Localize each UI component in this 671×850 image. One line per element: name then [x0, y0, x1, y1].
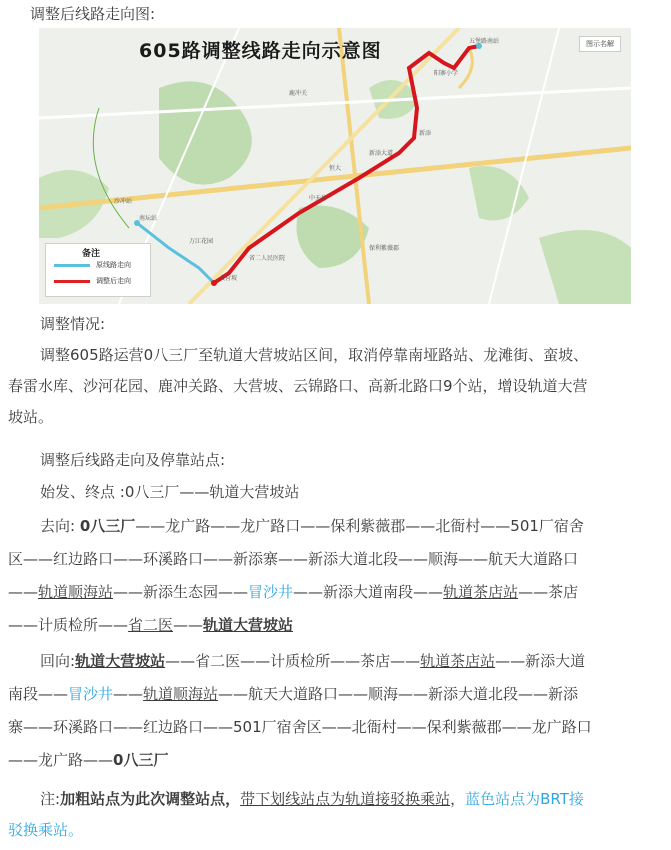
note-line-2: 驳换乘站。 — [8, 821, 84, 839]
adjust-line-2: 春雷水库、沙河花园、鹿冲关路、大营坡、云锦路口、高新北路口9个站，增设轨道大营 — [8, 377, 588, 395]
route-map — [39, 28, 631, 304]
map-label: 鹿冲关 — [289, 90, 308, 97]
map-heading: 调整后线路走向图: — [30, 5, 156, 23]
inbound-line-2 — [8, 680, 671, 708]
note-bold: 加粗站点为此次调整站点， — [60, 790, 241, 808]
outbound-text: —— — [173, 616, 204, 634]
map-label: 新添 — [419, 130, 432, 137]
outbound-text: ——茶店 — [518, 583, 579, 601]
outbound-line-2: 区——红边路口——环溪路口——新添寨——新添大道北段——顺海——航天大道路口 — [8, 550, 579, 568]
note-underline: 带下划线站点为轨道接驳换乘站 — [240, 790, 451, 808]
legend-swatch-adjusted — [54, 280, 90, 283]
note-blue: 蓝色站点为BRT接 — [465, 790, 584, 808]
map-label: 万江花园 — [189, 238, 214, 245]
map-title: 605路调整线路走向示意图 — [139, 40, 382, 62]
map-label: 阳寨小学 — [434, 70, 459, 77]
map-label: 省二人民医院 — [249, 255, 286, 262]
map-legend-button[interactable]: 图示名解 — [579, 36, 621, 52]
adjust-line-3: 坡站。 — [8, 408, 54, 426]
route-heading: 调整后线路走向及停靠站点: — [40, 451, 226, 469]
outbound-text: ——新添生态园—— — [113, 583, 249, 601]
map-label: 新添大道 — [369, 150, 394, 157]
legend-label-adjusted: 调整后走向 — [96, 277, 131, 285]
outbound-text: ——新添大道南段—— — [293, 583, 444, 601]
outbound-text: ——龙广路——龙广路口——保利紫薇郡——北衙村——501厂宿舍 — [135, 517, 584, 535]
inbound-text: ——新添大道 — [495, 652, 586, 670]
note-sep: ， — [450, 790, 466, 808]
map-label: 五堡路南站 — [469, 38, 500, 45]
inbound-line-1 — [40, 647, 671, 675]
adjust-heading: 调整情况: — [40, 315, 106, 333]
inbound-text: ——省二医——计质检所——茶店—— — [165, 652, 421, 670]
outbound-label: 去向: — [40, 517, 76, 535]
station-bold-underline: 轨道大营坡站 — [75, 652, 166, 670]
note-line-1 — [40, 785, 671, 813]
outbound-line-4 — [8, 611, 671, 639]
station-bold: 0八三厂 — [113, 751, 169, 769]
outbound-text: —— — [8, 583, 38, 601]
legend-label-original: 原线路走向 — [96, 261, 131, 269]
map-label: 保利紫薇郡 — [369, 245, 400, 252]
station-underline: 轨道茶店站 — [443, 583, 519, 601]
station-underline: 省二医 — [128, 616, 174, 634]
outbound-text: ——计质检所—— — [8, 616, 129, 634]
station-underline: 轨道茶店站 — [420, 652, 496, 670]
map-label: 中天坊 — [309, 195, 328, 202]
station-blue: 冒沙井 — [68, 685, 114, 703]
station-underline: 轨道顺海站 — [38, 583, 114, 601]
legend-title: 备注 — [82, 249, 101, 259]
station-underline: 轨道顺海站 — [143, 685, 219, 703]
station-bold: 0八三厂 — [79, 517, 136, 535]
inbound-text: 南段—— — [8, 685, 69, 703]
inbound-line-4 — [8, 746, 671, 774]
map-legend — [45, 243, 151, 297]
inbound-text: —— — [113, 685, 144, 703]
station-bold-underline: 轨道大营坡站 — [203, 616, 294, 634]
station-blue: 冒沙井 — [248, 583, 294, 601]
map-label: 恒大 — [329, 165, 342, 172]
map-label: 沙冲站 — [114, 198, 133, 205]
inbound-line-3: 寨——环溪路口——红边路口——501厂宿舍区——北衙村——保利紫薇郡——龙广路口 — [8, 718, 592, 736]
map-label: 大营坡 — [219, 275, 238, 282]
inbound-label: 回向: — [40, 652, 76, 670]
adjust-line-1: 调整605路运营0八三厂至轨道大营坡站区间，取消停靠南垭路站、龙滩街、蛮坡、 — [40, 346, 589, 364]
note-prefix: 注: — [40, 790, 61, 808]
outbound-line-3 — [8, 578, 671, 606]
terminal-line: 始发、终点 :0八三厂——轨道大营坡站 — [40, 483, 300, 501]
outbound-line-1 — [40, 512, 671, 540]
inbound-text: ——航天大道路口——顺海——新添大道北段——新添 — [218, 685, 579, 703]
inbound-text: ——龙广路—— — [8, 751, 114, 769]
map-label: 南坛站 — [139, 215, 158, 222]
legend-swatch-original — [54, 264, 90, 267]
